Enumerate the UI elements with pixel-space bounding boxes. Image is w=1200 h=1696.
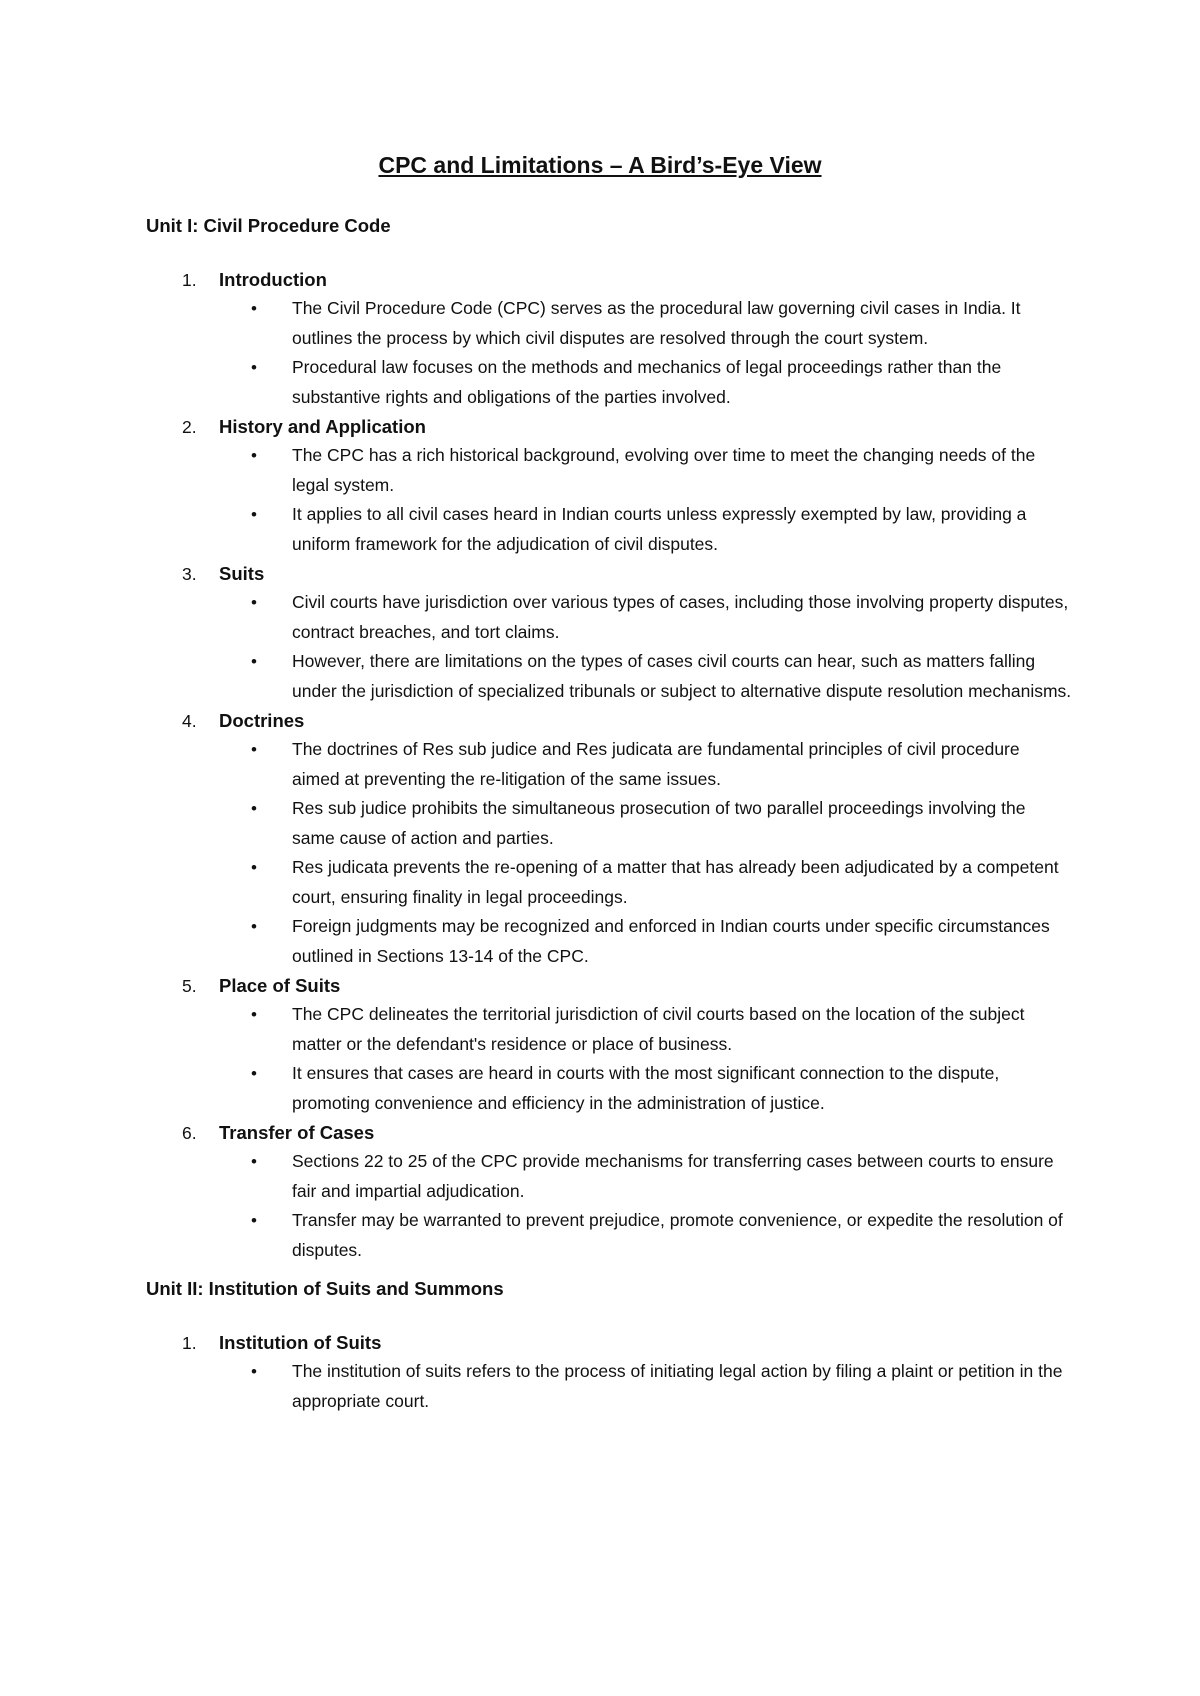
list-item bbox=[146, 500, 1106, 559]
list-item bbox=[146, 912, 1106, 971]
section bbox=[146, 706, 1106, 971]
list-item bbox=[146, 1000, 1106, 1059]
bullet-icon: • bbox=[251, 299, 257, 318]
section-title: Suits bbox=[219, 563, 265, 584]
section-number: 2. bbox=[182, 417, 197, 437]
bullet-list bbox=[146, 588, 1106, 706]
bullet-text: Civil courts have jurisdiction over various types of cases, including those involving property disputes, contract breaches, and tort claims. bbox=[292, 592, 1069, 642]
list-item bbox=[146, 647, 1106, 706]
section-heading bbox=[146, 1328, 1106, 1357]
bullet-icon: • bbox=[251, 593, 257, 612]
section-heading bbox=[146, 412, 1106, 441]
bullet-icon: • bbox=[251, 446, 257, 465]
bullet-icon: • bbox=[251, 1211, 257, 1230]
unit-2 bbox=[146, 1276, 1106, 1416]
list-item bbox=[146, 735, 1106, 794]
section-heading bbox=[146, 265, 1106, 294]
section-number: 5. bbox=[182, 976, 197, 996]
section-heading bbox=[146, 971, 1106, 1000]
section-heading bbox=[146, 559, 1106, 588]
list-item bbox=[146, 441, 1106, 500]
list-item bbox=[146, 1206, 1106, 1265]
section-title: History and Application bbox=[219, 416, 426, 437]
bullet-text: Transfer may be warranted to prevent prejudice, promote convenience, or expedite the resolution of disputes. bbox=[292, 1210, 1063, 1260]
bullet-icon: • bbox=[251, 358, 257, 377]
bullet-list bbox=[146, 1357, 1106, 1416]
section bbox=[146, 412, 1106, 559]
section-title: Institution of Suits bbox=[219, 1332, 382, 1353]
section-number: 3. bbox=[182, 564, 197, 584]
section-heading bbox=[146, 706, 1106, 735]
unit-1 bbox=[146, 213, 1106, 1265]
bullet-text: The CPC has a rich historical background, evolving over time to meet the changing needs of the legal system. bbox=[292, 445, 1036, 495]
bullet-icon: • bbox=[251, 1005, 257, 1024]
bullet-list bbox=[146, 735, 1106, 971]
bullet-list bbox=[146, 294, 1106, 412]
bullet-icon: • bbox=[251, 1064, 257, 1083]
section-title: Transfer of Cases bbox=[219, 1122, 375, 1143]
bullet-icon: • bbox=[251, 917, 257, 936]
section bbox=[146, 971, 1106, 1118]
section bbox=[146, 265, 1106, 412]
bullet-icon: • bbox=[251, 652, 257, 671]
bullet-text: The doctrines of Res sub judice and Res judicata are fundamental principles of civil procedure aimed at preventing the re-litigation of the same issues. bbox=[292, 739, 1020, 789]
bullet-text: Res sub judice prohibits the simultaneous prosecution of two parallel proceedings involving the same cause of action and parties. bbox=[292, 798, 1026, 848]
document-title: CPC and Limitations – A Bird’s-Eye View bbox=[378, 152, 822, 178]
list-item bbox=[146, 794, 1106, 853]
section bbox=[146, 559, 1106, 706]
list-item bbox=[146, 1357, 1106, 1416]
list-item bbox=[146, 1147, 1106, 1206]
section-heading bbox=[146, 1118, 1106, 1147]
bullet-icon: • bbox=[251, 858, 257, 877]
list-item bbox=[146, 294, 1106, 353]
bullet-text: It applies to all civil cases heard in Indian courts unless expressly exempted by law, providing a uniform framework for the adjudication of civil disputes. bbox=[292, 504, 1027, 554]
section-title: Place of Suits bbox=[219, 975, 341, 996]
bullet-list bbox=[146, 1147, 1106, 1265]
list-item bbox=[146, 353, 1106, 412]
bullet-text: The Civil Procedure Code (CPC) serves as the procedural law governing civil cases in India. It outlines the process by which civil disputes are resolved through the court system. bbox=[292, 298, 1021, 348]
bullet-icon: • bbox=[251, 1152, 257, 1171]
section-number: 4. bbox=[182, 711, 197, 731]
bullet-icon: • bbox=[251, 505, 257, 524]
list-item bbox=[146, 853, 1106, 912]
list-item bbox=[146, 1059, 1106, 1118]
bullet-text: Res judicata prevents the re-opening of a matter that has already been adjudicated by a competent court, ensuring finality in legal proceedings. bbox=[292, 857, 1059, 907]
bullet-list bbox=[146, 1000, 1106, 1118]
section bbox=[146, 1328, 1106, 1416]
bullet-text: It ensures that cases are heard in courts with the most significant connection to the dispute, promoting convenience and efficiency in the administration of justice. bbox=[292, 1063, 1000, 1113]
bullet-text: Sections 22 to 25 of the CPC provide mechanisms for transferring cases between courts to ensure fair and impartial adjudication. bbox=[292, 1151, 1054, 1201]
unit-heading: Unit II: Institution of Suits and Summons bbox=[146, 1278, 504, 1299]
section-title: Introduction bbox=[219, 269, 327, 290]
section bbox=[146, 1118, 1106, 1265]
section-title: Doctrines bbox=[219, 710, 305, 731]
section-number: 1. bbox=[182, 1333, 197, 1353]
bullet-text: The CPC delineates the territorial jurisdiction of civil courts based on the location of the subject matter or the defendant's residence or place of business. bbox=[292, 1004, 1025, 1054]
unit-heading: Unit I: Civil Procedure Code bbox=[146, 215, 391, 236]
section-number: 1. bbox=[182, 270, 197, 290]
bullet-text: Foreign judgments may be recognized and enforced in Indian courts under specific circumstances outlined in Sections 13-14 of the CPC. bbox=[292, 916, 1050, 966]
bullet-list bbox=[146, 441, 1106, 559]
bullet-icon: • bbox=[251, 1362, 257, 1381]
bullet-text: Procedural law focuses on the methods and mechanics of legal proceedings rather than the substantive rights and obligations of the parties involved. bbox=[292, 357, 1002, 407]
bullet-icon: • bbox=[251, 740, 257, 759]
bullet-text: However, there are limitations on the types of cases civil courts can hear, such as matters falling under the jurisdiction of specialized tribunals or subject to alternative dispute resolution mechanisms. bbox=[292, 651, 1072, 701]
bullet-text: The institution of suits refers to the process of initiating legal action by filing a plaint or petition in the appropriate court. bbox=[292, 1361, 1063, 1411]
bullet-icon: • bbox=[251, 799, 257, 818]
section-number: 6. bbox=[182, 1123, 197, 1143]
list-item bbox=[146, 588, 1106, 647]
